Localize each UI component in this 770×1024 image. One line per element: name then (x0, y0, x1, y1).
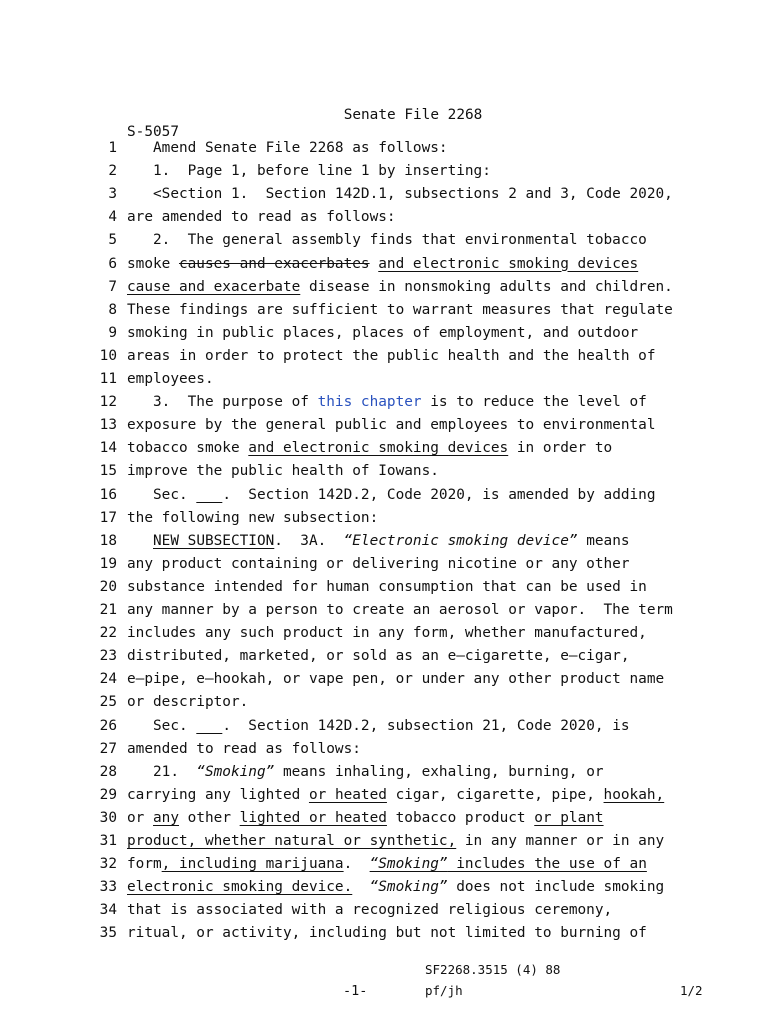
text-segment: includes the use of an (447, 856, 647, 873)
line-number: 16 (99, 486, 117, 503)
text-segment: substance intended for human consumption that can be used in (127, 578, 647, 595)
inserted-text: and electronic smoking devices (248, 440, 509, 457)
page-marker: -1- (343, 983, 368, 999)
line-text (127, 625, 647, 641)
line-text (127, 417, 656, 433)
line-number: 9 (108, 324, 117, 341)
struck-text: causes and exacerbates (178, 255, 370, 272)
text-segment: smoke (127, 255, 179, 272)
line-text (127, 371, 214, 387)
text-segment: any product containing or delivering nicotine or any other (127, 555, 630, 572)
document-title: Senate File 2268 (343, 107, 483, 123)
text-segment: improve the public health of Iowans. (127, 463, 439, 480)
text-segment: includes any such product in any form, whether manufactured, (127, 625, 647, 642)
footer-code: SF2268.3515 (4) 88 (425, 962, 561, 977)
line-number: 15 (99, 463, 117, 480)
inserted-text: any (153, 809, 179, 826)
text-segment: <Section 1. Section 142D.1, subsections 2 and 3, Code 2020, (127, 186, 673, 203)
line-text (127, 487, 656, 503)
text-segment: employees. (127, 371, 214, 387)
page-count: 1/2 (680, 983, 703, 998)
text-segment: exposure by the general public and employees to environmental (127, 417, 656, 434)
text-segment: does not include smoking (447, 879, 665, 896)
text-segment: are amended to read as follows: (127, 209, 396, 226)
chapter-link[interactable]: this chapter (317, 394, 422, 411)
line-number: 24 (99, 671, 117, 688)
line-text (127, 602, 673, 618)
inserted-text (196, 718, 222, 734)
text-segment: any manner by a person to create an aerosol or vapor. The term (127, 602, 673, 618)
line-text (127, 556, 630, 572)
line-number: 26 (99, 717, 117, 734)
line-text (127, 671, 664, 687)
line-number: 17 (99, 509, 117, 526)
text-segment: means (577, 532, 630, 549)
line-number: 3 (108, 186, 117, 203)
text-segment: or (127, 809, 153, 826)
text-segment (370, 256, 379, 272)
line-text (127, 810, 604, 826)
line-number: 32 (99, 856, 117, 873)
line-text (127, 694, 248, 710)
line-text (127, 879, 664, 895)
line-number: 29 (99, 786, 117, 803)
line-text (127, 394, 647, 410)
text-segment: Amend Senate File 2268 as follows: (127, 140, 448, 156)
line-text (127, 256, 638, 272)
inserted-text: NEW SUBSECTION (153, 532, 275, 549)
line-number: 30 (99, 809, 117, 826)
line-text (127, 279, 673, 295)
line-text (127, 232, 647, 248)
line-number: 21 (99, 602, 117, 618)
defined-term: “Electronic smoking device” (343, 532, 578, 549)
text-segment: smoking in public places, places of employment, and outdoor (127, 324, 639, 341)
text-segment: carrying any lighted (127, 786, 309, 803)
text-segment (352, 879, 369, 895)
inserted-text: and electronic smoking devices (378, 255, 639, 272)
text-segment: 2. The general assembly finds that environmental tobacco (127, 232, 647, 249)
line-text (127, 209, 396, 225)
line-text (127, 925, 647, 941)
line-number: 6 (108, 255, 117, 272)
inserted-text: or heated (308, 786, 387, 803)
line-text (127, 163, 491, 179)
line-number: 5 (108, 232, 117, 249)
line-text (127, 510, 378, 526)
text-segment: Sec. (127, 717, 197, 734)
defined-term: “Smoking” (369, 856, 448, 873)
line-text (127, 533, 630, 549)
line-number: 12 (99, 394, 117, 411)
inserted-text: cause and exacerbate (127, 278, 301, 295)
text-segment: or descriptor. (127, 694, 249, 711)
line-number: 20 (99, 578, 117, 595)
line-number: 18 (99, 532, 117, 549)
text-segment: . (343, 856, 370, 873)
line-number: 35 (99, 925, 117, 942)
line-number: 7 (108, 278, 117, 295)
text-segment: other (179, 809, 240, 826)
text-segment: distributed, marketed, or sold as an e–cigarette, e–cigar, (127, 648, 630, 665)
line-number: 27 (99, 740, 117, 757)
text-segment: 21. (127, 763, 197, 780)
text-segment: These findings are sufficient to warrant measures that regulate (127, 301, 673, 318)
line-number: 14 (99, 440, 117, 457)
line-text (127, 764, 604, 780)
text-segment: form (127, 856, 162, 873)
text-segment: 3. The purpose of (127, 394, 318, 411)
text-segment: ritual, or activity, including but not limited to burning of (127, 925, 647, 942)
line-text (127, 902, 612, 918)
line-text (127, 787, 664, 803)
line-text (127, 325, 638, 341)
line-number: 34 (99, 902, 117, 919)
line-number: 1 (108, 140, 117, 156)
inserted-text: product, whether natural or synthetic, (127, 833, 457, 849)
line-number: 2 (108, 163, 117, 180)
amendment-id: S-5057 (127, 124, 179, 140)
text-segment: in any manner or in any (456, 833, 665, 849)
text-segment: is to reduce the level of (421, 394, 647, 411)
text-segment: cigar, cigarette, pipe, (386, 786, 604, 803)
line-text (127, 833, 664, 849)
text-segment: amended to read as follows: (127, 740, 361, 757)
line-number: 25 (99, 694, 117, 711)
line-text (127, 579, 647, 595)
line-number: 19 (99, 555, 117, 572)
line-text (127, 463, 439, 479)
line-text (127, 348, 656, 364)
text-segment: the following new subsection: (127, 509, 379, 526)
line-number: 10 (99, 347, 117, 364)
line-number: 22 (99, 625, 117, 642)
text-segment: tobacco smoke (127, 440, 249, 457)
inserted-text: electronic smoking device. (127, 879, 353, 896)
text-segment: areas in order to protect the public health and the health of (127, 347, 656, 364)
line-text (127, 186, 673, 202)
text-segment: disease in nonsmoking adults and children. (300, 278, 673, 295)
line-number: 4 (108, 209, 117, 226)
line-text (127, 302, 673, 318)
line-text (127, 140, 448, 156)
text-segment (127, 533, 153, 549)
defined-term: “Smoking” (196, 763, 275, 780)
text-segment: . Section 142D.2, subsection 21, Code 2020, is (222, 717, 630, 734)
footer-initials: pf/jh (425, 983, 463, 998)
inserted-text: lighted or heated (239, 809, 387, 826)
text-segment: Sec. (127, 486, 197, 503)
inserted-text: hookah, (603, 786, 665, 803)
inserted-text: , including marijuana (161, 856, 344, 873)
line-text (127, 440, 612, 456)
line-text (127, 718, 630, 734)
inserted-text (370, 856, 647, 872)
text-segment: . 3A. (274, 532, 344, 549)
line-number: 13 (99, 417, 117, 434)
text-segment: 1. Page 1, before line 1 by inserting: (127, 163, 491, 180)
text-segment: e–pipe, e–hookah, or vape pen, or under any other product name (127, 671, 665, 688)
text-segment: tobacco product (386, 809, 535, 826)
line-number: 11 (99, 371, 117, 387)
line-number: 31 (99, 833, 117, 849)
line-number: 8 (108, 301, 117, 318)
inserted-text: or plant (534, 809, 604, 826)
line-number: 33 (99, 879, 117, 896)
text-segment: that is associated with a recognized religious ceremony, (127, 902, 613, 919)
text-segment: . Section 142D.2, Code 2020, is amended by adding (222, 486, 656, 503)
defined-term: “Smoking” (369, 879, 448, 896)
line-number: 23 (99, 648, 117, 665)
line-text (127, 856, 647, 872)
text-segment: means inhaling, exhaling, burning, or (274, 763, 604, 780)
inserted-text (196, 487, 222, 503)
line-text (127, 648, 630, 664)
line-number: 28 (99, 763, 117, 780)
text-segment: in order to (508, 440, 613, 457)
line-text (127, 741, 361, 757)
